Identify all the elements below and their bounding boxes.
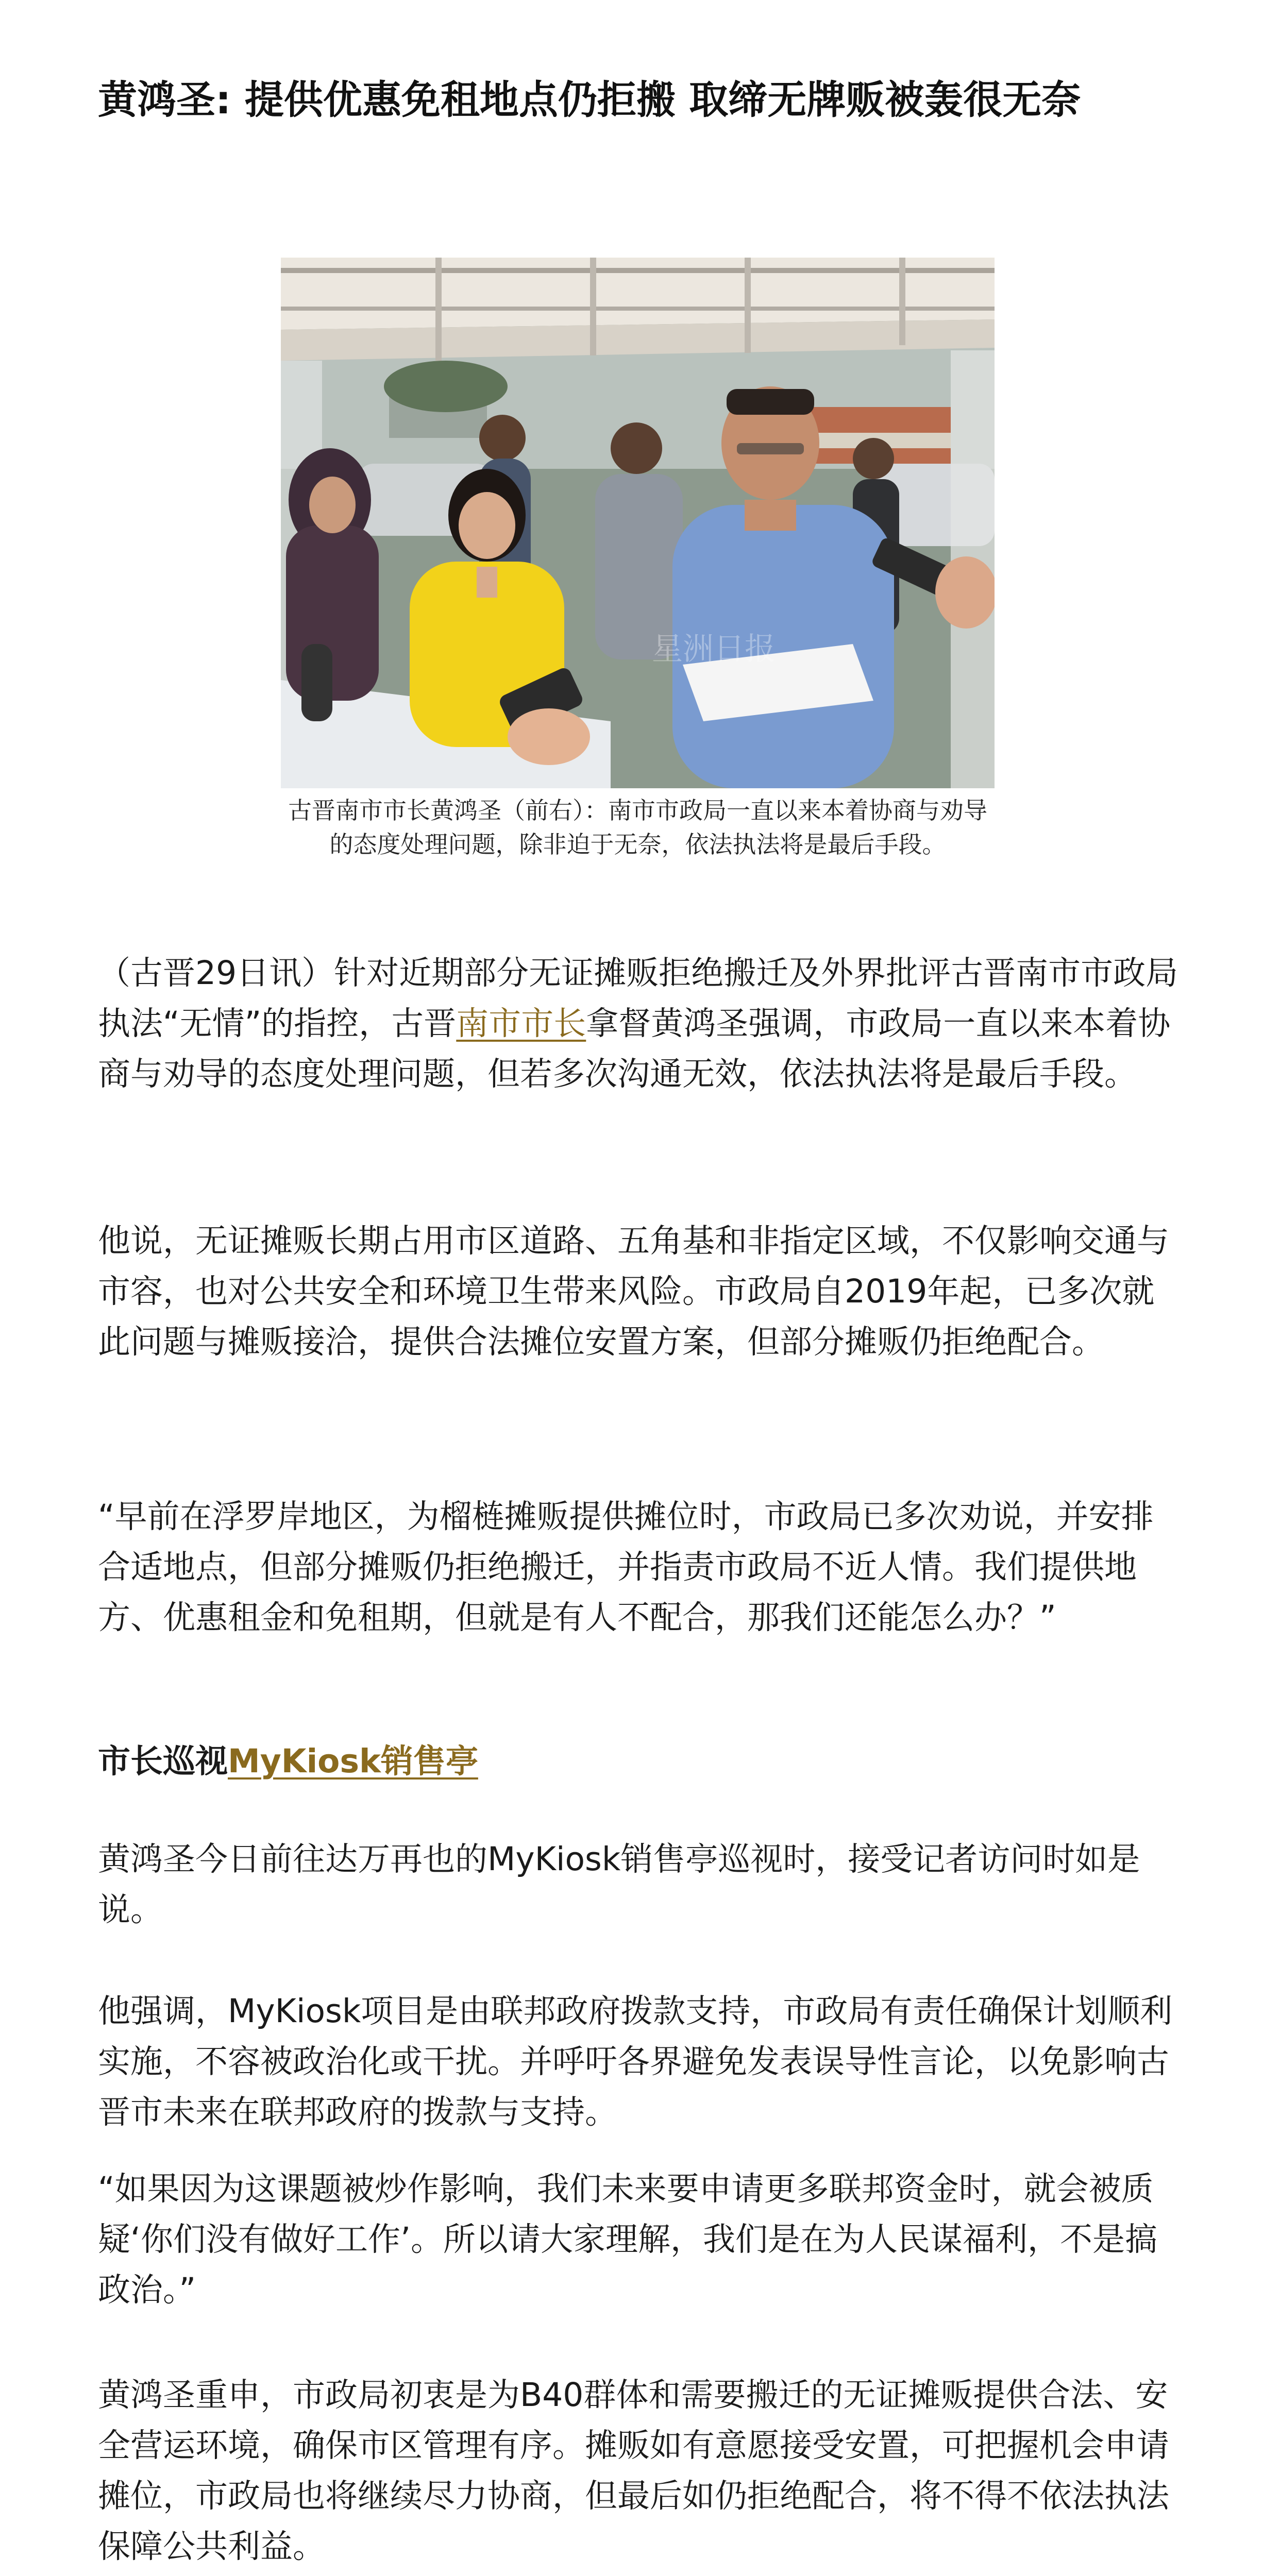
paragraph-1	[98, 948, 1185, 1099]
mykiosk-link[interactable]: MyKiosk销售亭	[228, 1742, 478, 1780]
article-headline: 黄鸿圣: 提供优惠免租地点仍拒搬 取缔无牌贩被轰很无奈	[98, 77, 1081, 123]
paragraph-1-lead: （古晋29日讯）针对近期部分无证摊贩拒绝搬迁及外界批评古晋南市市政局执法“无情”的指控，古晋	[98, 954, 1178, 1042]
subheading-prefix: 市长巡视	[98, 1742, 228, 1780]
paragraph-6-quote: “如果因为这课题被炒作影响，我们未来要申请更多联邦资金时，就会被质疑‘你们没有做好工作’。所以请大家理解，我们是在为人民谋福利，不是搞政治。”	[98, 2170, 1158, 2309]
paragraph-2: 他说，无证摊贩长期占用市区道路、五角基和非指定区域，不仅影响交通与市容，也对公共安全和环境卫生带来风险。市政局自2019年起，已多次就此问题与摊贩接洽，提供合法摊位安置方案，但部分摊贩仍拒绝配合。	[98, 1222, 1169, 1361]
paragraph-7: 黄鸿圣重申，市政局初衷是为B40群体和需要搬迁的无证摊贩提供合法、安全营运环境，确保市区管理有序。摊贩如有意愿接受安置，可把握机会申请摊位，市政局也将继续尽力协商，但最后如仍拒绝配合，将不得不依法执法保障公共利益。	[98, 2376, 1169, 2565]
paragraph-4: 黄鸿圣今日前往达万再也的MyKiosk销售亭巡视时，接受记者访问时如是说。	[98, 1840, 1140, 1928]
press-conference-photo	[281, 258, 995, 788]
section-subheading	[98, 1736, 1185, 1787]
photo-caption: 古晋南市市长黄鸿圣（前右）：南市市政局一直以来本着协商与劝导的态度处理问题，除非迫于无奈，依法执法将是最后手段。	[288, 796, 987, 858]
photo-watermark: 星洲日报	[652, 631, 776, 667]
paragraph-3-quote: “早前在浮罗岸地区，为榴梿摊贩提供摊位时，市政局已多次劝说，并安排合适地点，但部分摊贩仍拒绝搬迁，并指责市政局不近人情。我们提供地方、优惠租金和免租期，但就是有人不配合，那我们还能怎么办？”	[98, 1498, 1154, 1636]
news-photo	[281, 258, 995, 788]
paragraph-5: 他强调，MyKiosk项目是由联邦政府拨款支持，市政局有责任确保计划顺利实施，不容被政治化或干扰。并呼吁各界避免发表误导性言论，以免影响古晋市未来在联邦政府的拨款与支持。	[98, 1992, 1173, 2131]
mayor-link[interactable]: 南市市长	[456, 1005, 586, 1042]
paragraph-1-rest: 拿督黄鸿圣强调，市政局一直以来本着协商与劝导的态度处理问题，但若多次沟通无效，依法执法将是最后手段。	[98, 1005, 1171, 1093]
